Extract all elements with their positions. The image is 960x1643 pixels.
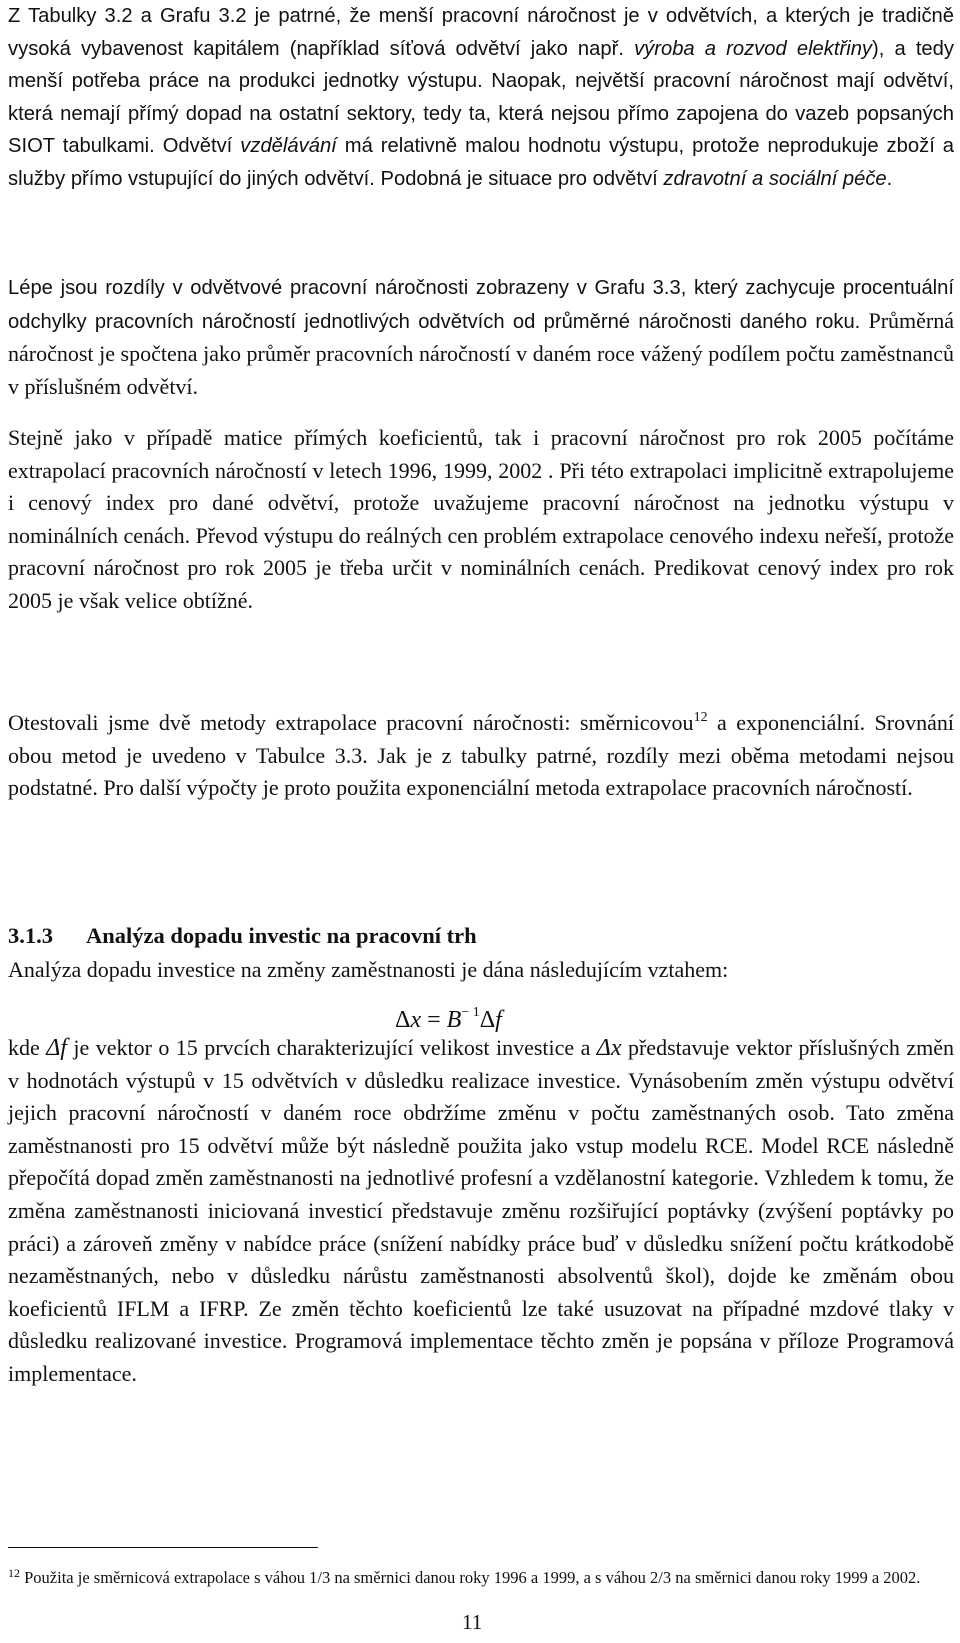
footnote-separator: [8, 1547, 318, 1548]
paragraph-text: je vektor o 15 prvcích charakterizující velikost investice a: [66, 1035, 597, 1060]
section-heading: [8, 921, 477, 951]
paragraph-investment-vector: [8, 1032, 954, 1391]
footnote-text: Použita je směrnicová extrapolace s váhou 1/3 na směrnici danou roky 1996 a 1999, a s váhou 2/3 na směrnici danou roky 1999 a 2002.: [20, 1568, 921, 1587]
paragraph-sentence: Naopak, největší pracovní náročnost mají odvětví, která nemají přímý dopad na ostatní sektory, tedy ta, která nejsou přímo zapojena do vazeb popsaných SIOT tabulkami.: [8, 70, 954, 158]
paragraph-analysis-intro: [8, 954, 954, 987]
paragraph-text: Analýza dopadu investice na změny zaměstnanosti je dána následujícím vztahem:: [8, 957, 729, 982]
variable-f: f: [495, 1007, 502, 1033]
word-kde: kde: [8, 1035, 40, 1060]
delta-symbol: Δ: [479, 1007, 496, 1033]
paragraph-sentence-start: Podobná je situace pro odvětví: [380, 167, 658, 190]
paragraph-average-intensity: [8, 271, 954, 403]
emphasis-electricity: výroba a rozvod elektřiny: [634, 37, 873, 60]
paragraph-text: a exponenciální. Srovnání obou metod je uvedeno v Tabulce 3.3. Jak je z tabulky patrné, rozdíly mezi oběma metodami nejsou podstatné. Pro další výpočty je proto použita exponenciální metoda extrapolace pracovních náročností.: [8, 710, 954, 801]
footnote-mark: 12: [8, 1566, 20, 1580]
variable-x: x: [410, 1007, 422, 1033]
paragraph-methods: [8, 702, 954, 805]
section-number: 3.1.3: [8, 923, 53, 948]
equals-sign: =: [427, 1007, 441, 1033]
footnote-reference[interactable]: 12: [693, 710, 708, 725]
paragraph-line: kterých je tradičně vysoká vybavenost kapitálem (například síťová odvětví jako např.: [8, 5, 954, 60]
delta-symbol: Δ: [395, 1007, 411, 1033]
inline-math-delta-x: Δx: [596, 1035, 622, 1061]
paragraph-sentence: má relativně malou hodnotu výstupu, protože neprodukuje zboží a služby přímo vstupující do jiných odvětví.: [8, 135, 955, 190]
paragraph-text: Otestovali jsme dvě metody extrapolace pracovní náročnosti: směrnicovou: [8, 710, 694, 735]
paragraph-extrapolation: [8, 422, 954, 618]
paragraph-sectoral-intensity: [8, 0, 954, 196]
paragraph-line: ), a tedy menší potřeba práce na produkci jednotky výstupu.: [8, 37, 954, 93]
paragraph-sentence-start: Odvětví: [162, 135, 233, 158]
section-title: Analýza dopadu investic na pracovní trh: [86, 923, 477, 948]
inverse-exponent: − 1: [461, 1005, 480, 1020]
paragraph-serif-part: Průměrná náročnost je spočtena jako průměr pracovních náročností v daném roce vážený podílem počtu zaměstnanců v příslušném odvětví.: [8, 307, 954, 399]
inline-math-delta-f: Δf: [46, 1035, 67, 1061]
paragraph-text: Stejně jako v případě matice přímých koeficientů, tak i pracovní náročnost pro rok 2005 počítáme extrapolací pracovních náročností v letech 1996, 1999, 2002 . Při této extrapolaci implicitně extrapolujeme i cenový index pro dané odvětví, protože uvažujeme pracovní náročnost na jednotku výstupu v nominálních cenách. Převod výstupu do reálných cen problém extrapolace cenového indexu neřeší, protože pracovní náročnost pro rok 2005 je třeba určit v nominálních cenách. Predikovat cenový index pro rok 2005 je však velice obtížné.: [8, 425, 954, 613]
paragraph-sentence-end: .: [886, 167, 893, 190]
emphasis-education: vzdělávání: [240, 135, 337, 158]
equation: [395, 998, 502, 1035]
paragraph-line: Z Tabulky 3.2 a Grafu 3.2 je patrné, že menší pracovní náročnost je v odvětvích, a: [8, 5, 778, 27]
matrix-b: B: [446, 1007, 462, 1033]
footnote: [8, 1559, 954, 1592]
paragraph-text: představuje vektor příslušných změn v hodnotách výstupů v 15 odvětvích v důsledku realizace investice. Vynásobením změn výstupu odvětví jejich pracovní náročností v daném roce obdržíme změnu v počtu zaměstnaných osob. Tato změna zaměstnanosti pro 15 odvětví může být následně použita jako vstup modelu RCE. Model RCE následně přepočítá dopad změn zaměstnanosti na jednotlivé profesní a vzdělanostní kategorie. Vzhledem k tomu, že změna zaměstnanosti iniciovaná investicí představuje změnu rozšiřující poptávky (zvýšení poptávky po práci) a zároveň změny v nabídce práce (snížení nabídky práce buď v důsledku snížení počtu krátkodobě nezaměstnaných, nebo v důsledku nárůstu zaměstnanosti absolventů škol), dojde ke změnám obou koeficientů IFLM a IFRP. Ze změn těchto koeficientů lze také usuzovat na případné mzdové tlaky v důsledku realizované investice. Programová implementace těchto změn je popsána v příloze Programová implementace.: [8, 1035, 954, 1386]
emphasis-health-care: zdravotní a sociální péče: [663, 167, 887, 190]
page-number: 11: [462, 1610, 483, 1634]
paragraph-sans-part: Lépe jsou rozdíly v odvětvové pracovní náročnosti zobrazeny v Grafu 3.3, který zachycuje procentuální odchylky pracovních náročností jednotlivých odvětvích od průměrné náročnosti daného roku.: [8, 277, 954, 333]
